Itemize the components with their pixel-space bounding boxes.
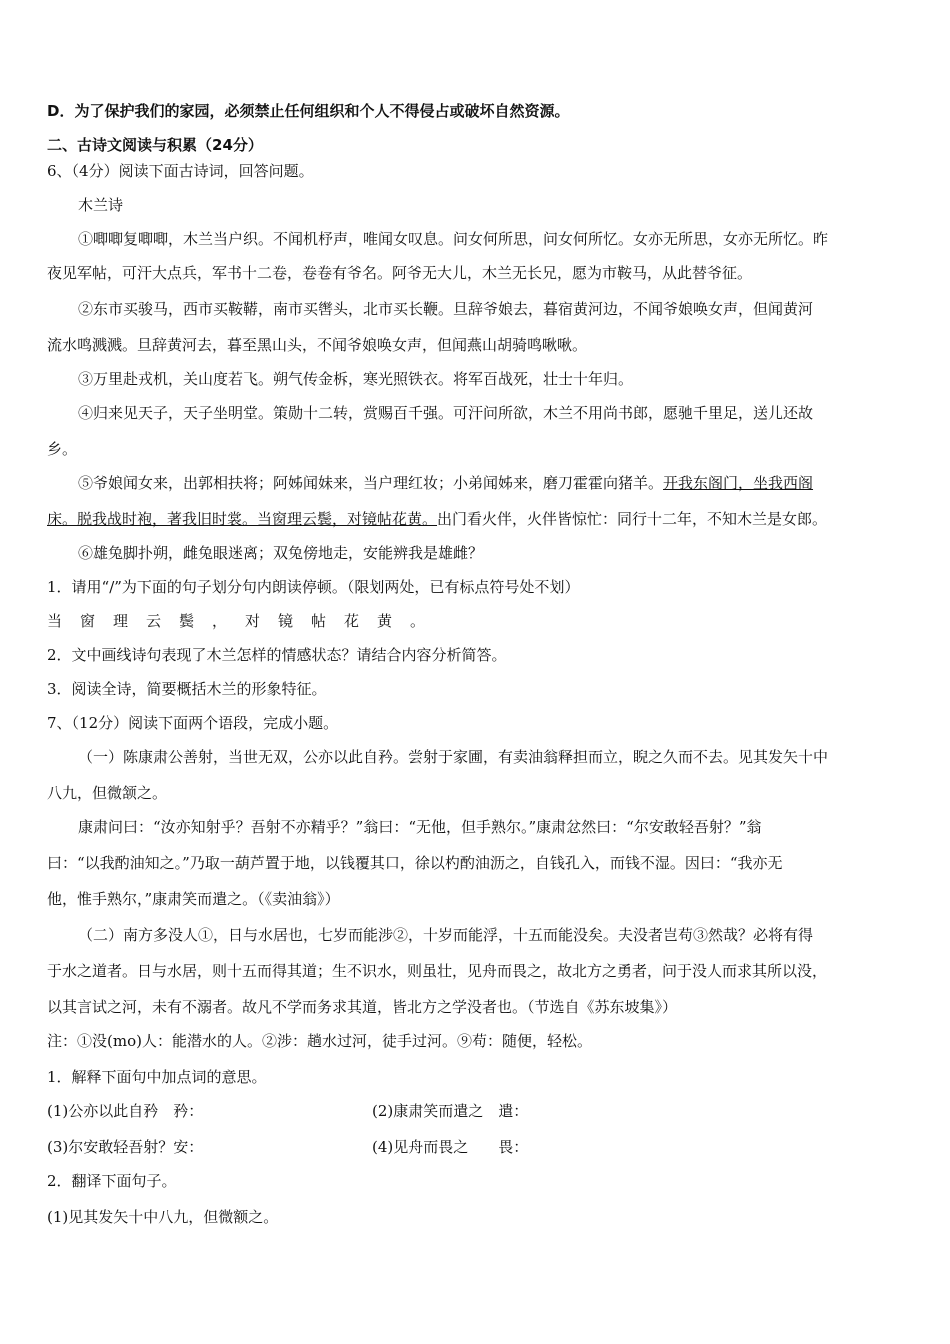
poem-stanza-2-cont: 流水鸣溅溅。旦辞黄河去，暮至黑山头，不闻爷娘唤女声，但闻燕山胡骑鸣啾啾。 — [47, 336, 588, 354]
poem-stanza-1-cont: 夜见军帖，可汗大点兵，军书十二卷，卷卷有爷名。阿爷无大儿，木兰无长兄，愿为市鞍马，从此替爷征。 — [47, 264, 753, 282]
word-explain-1: (1)公亦以此自矜 矜： — [47, 1102, 204, 1120]
sub-question-6-2: 2．文中画线诗句表现了木兰怎样的情感状态？请结合内容分析简答。 — [47, 646, 507, 664]
poem-stanza-5 — [78, 472, 905, 494]
poem-stanza-5-plain: ⑤爷娘闻女来，出郭相扶将；阿姊闻妹来，当户理红妆；小弟闻姊来，磨刀霍霍向猪羊。 — [78, 474, 664, 492]
section-heading: 二、古诗文阅读与积累（24分） — [47, 136, 263, 154]
poem-title: 木兰诗 — [78, 196, 124, 214]
passage-b-cont: 于水之道者。日与水居，则十五而得其道；生不识水，则虽壮，见舟而畏之，故北方之勇者，问于没人而求其所以没， — [47, 962, 828, 980]
sub-question-6-3: 3．阅读全诗，简要概括木兰的形象特征。 — [47, 680, 327, 698]
word-explain-3: (3)尔安敢轻吾射？安： — [47, 1138, 204, 1156]
underlined-verse: 开我东阁门，坐我西阁 — [663, 474, 814, 492]
passage-a-para-2: 康肃问曰：“汝亦知射乎？吾射不亦精乎？”翁曰：“无他，但手熟尔。”康肃忿然曰：“尔安敢轻吾射？”翁 — [78, 818, 762, 836]
annotation-note: 注：①没(mo)人：能潜水的人。②涉：趟水过河，徒手过河。⑨苟：随便，轻松。 — [47, 1032, 592, 1050]
passage-a-para-1-cont: 八九，但微颔之。 — [47, 784, 168, 802]
passage-a-para-2-end: 他，惟手熟尔，”康肃笑而遣之。（《卖油翁》） — [47, 890, 340, 908]
word-explain-row-2 — [47, 1136, 905, 1158]
translate-sentence-1: (1)见其发矢十中八九，但微额之。 — [47, 1208, 279, 1226]
sub-question-6-1: 1．请用“/”为下面的句子划分句内朗读停顿。（限划两处，已有标点符号处不划） — [47, 578, 580, 596]
passage-a-para-2-cont: 曰：“以我酌油知之。”乃取一葫芦置于地，以钱覆其口，徐以杓酌油沥之，自钱孔入，而钱不湿。因曰：“我亦无 — [47, 854, 783, 872]
passage-b: （二）南方多没人①，日与水居也，七岁而能涉②，十岁而能浮，十五而能没矣。夫没者岂苟③然哉？必将有得 — [78, 926, 814, 944]
sub-question-7-1: 1．解释下面句中加点词的意思。 — [47, 1068, 267, 1086]
word-explain-2: (2)康肃笑而遣之 遣： — [372, 1102, 529, 1120]
poem-stanza-3: ③万里赴戎机，关山度若飞。朔气传金柝，寒光照铁衣。将军百战死，壮士十年归。 — [78, 370, 634, 388]
poem-stanza-5-plain-cont: 出门看火伴，火伴皆惊忙：同行十二年，不知木兰是女郎。 — [437, 510, 828, 528]
option-d: D．为了保护我们的家园，必须禁止任何组织和个人不得侵占或破坏自然资源。 — [47, 102, 570, 120]
word-explain-row-1 — [47, 1100, 905, 1122]
question-7: 7、（12分）阅读下面两个语段，完成小题。 — [47, 714, 339, 732]
underlined-verse-cont: 床。脱我战时袍，著我旧时裳。当窗理云鬓，对镜帖花黄。 — [47, 510, 438, 528]
poem-stanza-6: ⑥雄兔脚扑朔，雌兔眼迷离；双兔傍地走，安能辨我是雄雌？ — [78, 544, 484, 562]
poem-stanza-4: ④归来见天子，天子坐明堂。策勋十二转，赏赐百千强。可汗问所欲，木兰不用尚书郎，愿驰千里足，送儿还故 — [78, 404, 814, 422]
passage-a-para-1: （一）陈康肃公善射，当世无双，公亦以此自矜。尝射于家圃，有卖油翁释担而立，睨之久而不去。见其发矢十中 — [78, 748, 829, 766]
poem-stanza-2: ②东市买骏马，西市买鞍鞯，南市买辔头，北市买长鞭。旦辞爷娘去，暮宿黄河边，不闻爷娘唤女声，但闻黄河 — [78, 300, 814, 318]
poem-stanza-5-cont — [47, 508, 905, 530]
question-6: 6、（4分）阅读下面古诗词，回答问题。 — [47, 162, 314, 180]
passage-b-end: 以其言试之河，未有不溺者。故凡不学而务求其道，皆北方之学没者也。（节选自《苏东坡集》） — [47, 998, 678, 1016]
poem-stanza-4-cont: 乡。 — [47, 440, 78, 458]
sub-question-7-2: 2．翻译下面句子。 — [47, 1172, 177, 1190]
pause-sentence: 当窗理云鬓，对镜帖花黄。 — [47, 612, 444, 630]
word-explain-4: (4)见舟而畏之 畏： — [372, 1138, 529, 1156]
poem-stanza-1: ①唧唧复唧唧，木兰当户织。不闻机杼声，唯闻女叹息。问女何所思，问女何所忆。女亦无所思，女亦无所忆。昨 — [78, 230, 829, 248]
